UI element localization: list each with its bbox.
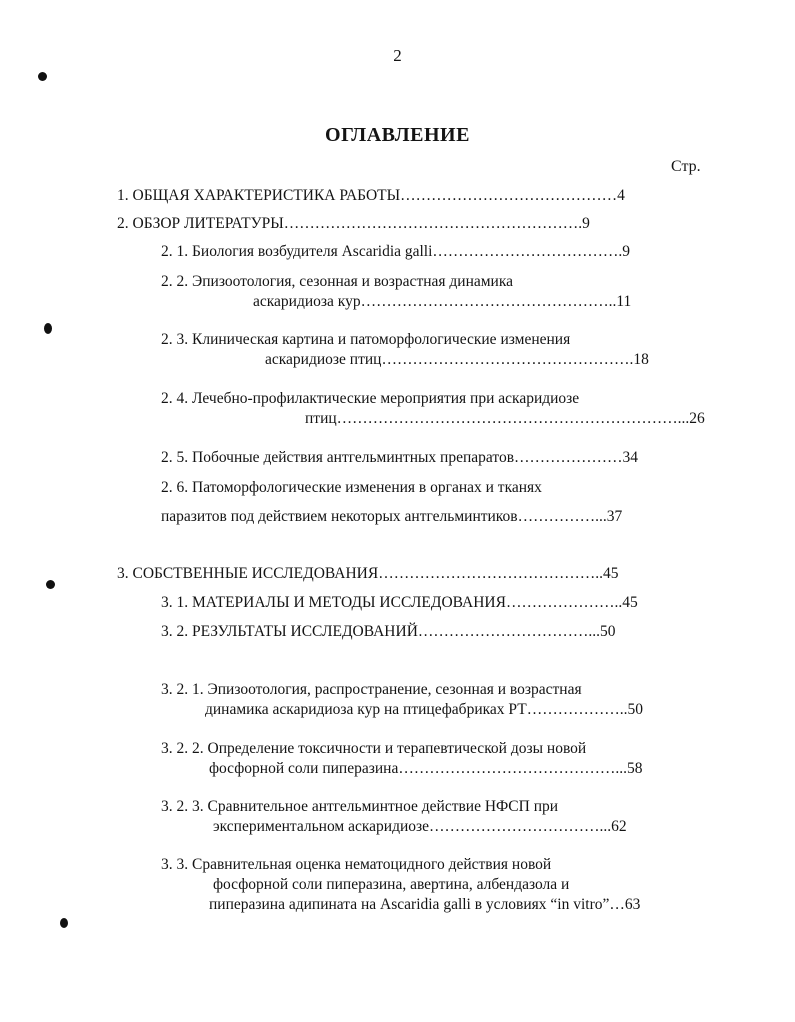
binding-hole-mark <box>60 918 68 928</box>
toc-entry: 3. 2. 3. Сравнительное антгельминтное действие НФСП при <box>161 798 559 815</box>
toc-entry: 3. 2. РЕЗУЛЬТАТЫ ИССЛЕДОВАНИЙ……………………………...50 <box>161 623 616 640</box>
toc-entry: 3. 3. Сравнительная оценка нематоцидного действия новой <box>161 856 552 873</box>
toc-entry-continuation: фосфорной соли пиперазина, авертина, албендазола и <box>213 876 570 893</box>
toc-entry: 2. 4. Лечебно-профилактические мероприятия при аскаридиозе <box>161 390 580 407</box>
toc-entry: 2. 3. Клиническая картина и патоморфологические изменения <box>161 331 571 348</box>
toc-entry-continuation: динамика аскаридиоза кур на птицефабриках РТ………………..50 <box>205 701 643 718</box>
toc-entry: 2. 1. Биология возбудителя Ascaridia galli……………………………….9 <box>161 243 631 260</box>
toc-entry-continuation: пиперазина адипината на Ascaridia galli в условиях “in vitro”…63 <box>209 896 641 913</box>
toc-title: ОГЛАВЛЕНИЕ <box>325 124 470 146</box>
toc-entry: 3. 1. МАТЕРИАЛЫ И МЕТОДЫ ИССЛЕДОВАНИЯ…………………..45 <box>161 594 638 611</box>
page-number: 2 <box>393 46 402 65</box>
toc-entry: 1. ОБЩАЯ ХАРАКТЕРИСТИКА РАБОТЫ……………………………………4 <box>117 187 625 204</box>
binding-hole-mark <box>44 323 52 334</box>
binding-hole-mark <box>38 72 47 81</box>
toc-entry: 3. 2. 1. Эпизоотология, распространение, сезонная и возрастная <box>161 681 582 698</box>
toc-entry: 2. 6. Патоморфологические изменения в органах и тканях <box>161 479 542 496</box>
binding-hole-mark <box>46 580 55 589</box>
toc-entry-continuation: фосфорной соли пиперазина……………………………………...58 <box>209 760 643 777</box>
toc-entry-continuation: аскаридиоза кур…………………………………………..11 <box>253 293 632 310</box>
toc-entry: 3. СОБСТВЕННЫЕ ИССЛЕДОВАНИЯ……………………………………..45 <box>117 565 619 582</box>
toc-entry: 3. 2. 2. Определение токсичности и терапевтической дозы новой <box>161 740 587 757</box>
toc-entry-continuation: экспериментальном аскаридиозе……………………………...62 <box>213 818 627 835</box>
toc-entry: 2. 5. Побочные действия антгельминтных препаратов…………………34 <box>161 449 639 466</box>
toc-entry: 2. 2. Эпизоотология, сезонная и возрастная динамика <box>161 273 514 290</box>
toc-entry-continuation: аскаридиозе птиц………………………………………….18 <box>265 351 649 368</box>
toc-entry-continuation: паразитов под действием некоторых антгельминтиков……………...37 <box>161 508 623 525</box>
toc-entry: 2. ОБЗОР ЛИТЕРАТУРЫ………………………………………………….9 <box>117 215 590 232</box>
page-column-label: Стр. <box>671 158 701 175</box>
toc-entry-continuation: птиц…………………………………………………………...26 <box>305 410 705 427</box>
